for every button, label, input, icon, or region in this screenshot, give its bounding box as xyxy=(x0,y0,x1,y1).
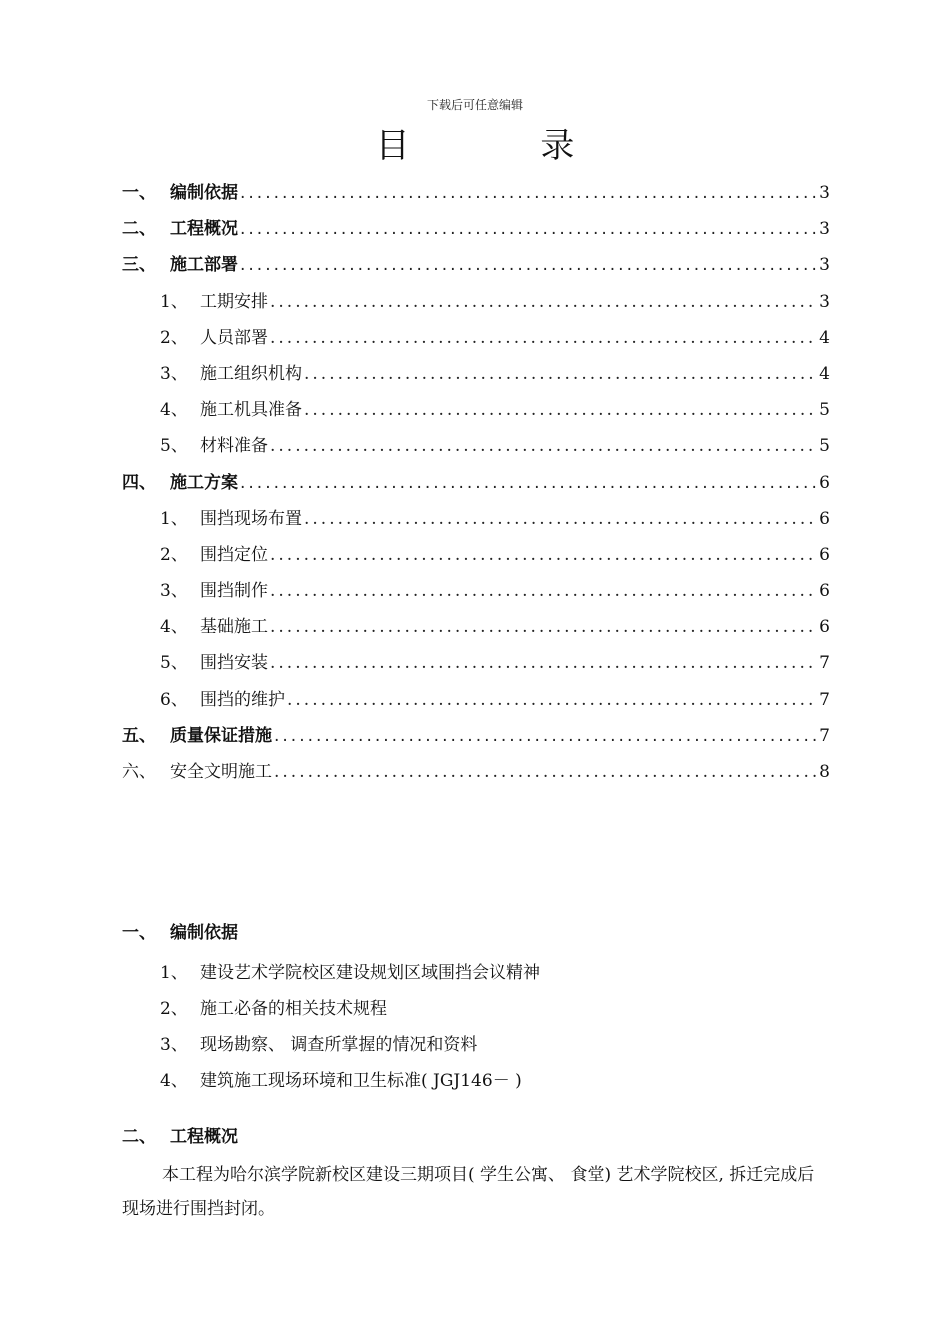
toc-row-label: 工程概况 xyxy=(170,219,238,240)
toc-row-page: 3 xyxy=(819,183,830,203)
toc-row[interactable] xyxy=(122,648,830,684)
toc-leader-dots xyxy=(270,545,817,565)
toc-row[interactable] xyxy=(122,576,830,612)
list-item xyxy=(160,1030,540,1066)
toc-row-label: 施工部署 xyxy=(170,255,238,276)
item-text: 施工必备的相关技术规程 xyxy=(200,999,387,1019)
toc-row-number: 5、 xyxy=(160,653,188,674)
section-title: 编制依据 xyxy=(170,923,238,943)
toc-row-number: 五、 xyxy=(122,725,156,746)
item-text: 现场勘察、 调查所掌握的情况和资料 xyxy=(200,1035,478,1055)
toc-leader-dots xyxy=(304,400,817,420)
item-number: 2、 xyxy=(160,999,188,1019)
table-of-contents xyxy=(122,178,830,793)
item-text: 建筑施工现场环境和卫生标准( JGJ146－ ) xyxy=(200,1071,522,1091)
download-watermark: 下载后可任意编辑 xyxy=(426,98,523,112)
toc-leader-dots xyxy=(240,219,817,239)
toc-title: 目 录 xyxy=(375,126,635,166)
toc-row-label: 质量保证措施 xyxy=(170,725,272,746)
toc-row-label: 基础施工 xyxy=(200,617,268,638)
toc-row-page: 8 xyxy=(819,762,830,782)
toc-row-page: 3 xyxy=(819,219,830,240)
toc-row[interactable] xyxy=(122,540,830,576)
toc-row[interactable] xyxy=(122,359,830,395)
toc-row-page: 3 xyxy=(819,255,830,276)
toc-row-page: 7 xyxy=(819,689,830,710)
toc-leader-dots xyxy=(270,581,817,601)
overview-paragraph: 本工程为哈尔滨学院新校区建设三期项目( 学生公寓、 食堂) 艺术学院校区, 拆迁完成后现场进行围挡封闭。 xyxy=(122,1165,815,1219)
item-text: 建设艺术学院校区建设规划区域围挡会议精神 xyxy=(200,963,540,983)
toc-row-number: 2、 xyxy=(160,544,188,565)
toc-row-number: 6、 xyxy=(160,689,188,710)
toc-row-page: 4 xyxy=(819,363,830,384)
toc-row-number: 1、 xyxy=(160,291,188,312)
toc-leader-dots xyxy=(240,473,817,493)
toc-row-page: 5 xyxy=(819,436,830,457)
toc-row-number: 四、 xyxy=(122,472,156,493)
toc-row-page: 4 xyxy=(819,327,830,348)
toc-row-label: 材料准备 xyxy=(200,436,268,457)
toc-row-number: 3、 xyxy=(160,581,188,602)
toc-row-label: 围挡制作 xyxy=(200,581,268,602)
toc-row[interactable] xyxy=(122,178,830,214)
item-number: 1、 xyxy=(160,963,188,983)
toc-row-number: 三、 xyxy=(122,255,156,276)
basis-list xyxy=(160,958,540,1102)
toc-row-number: 2、 xyxy=(160,327,188,348)
toc-row[interactable] xyxy=(122,287,830,323)
toc-row-label: 施工组织机构 xyxy=(200,363,302,384)
toc-leader-dots xyxy=(270,328,817,348)
toc-row[interactable] xyxy=(122,395,830,431)
toc-row-label: 人员部署 xyxy=(200,327,268,348)
toc-leader-dots xyxy=(274,762,817,782)
toc-row-page: 7 xyxy=(819,653,830,674)
toc-row-page: 5 xyxy=(819,400,830,421)
list-item xyxy=(160,1066,540,1102)
toc-row[interactable] xyxy=(122,504,830,540)
toc-row[interactable] xyxy=(122,468,830,504)
toc-leader-dots xyxy=(270,292,817,312)
item-number: 3、 xyxy=(160,1035,188,1055)
toc-row[interactable] xyxy=(122,431,830,467)
toc-row-page: 7 xyxy=(819,725,830,746)
toc-row[interactable] xyxy=(122,214,830,250)
toc-row[interactable] xyxy=(122,721,830,757)
toc-row-page: 6 xyxy=(819,617,830,638)
toc-row-number: 六、 xyxy=(122,762,156,782)
toc-leader-dots xyxy=(240,183,817,203)
toc-row-label: 围挡的维护 xyxy=(200,689,285,710)
toc-row-number: 5、 xyxy=(160,436,188,457)
list-item xyxy=(160,994,540,1030)
toc-row-number: 二、 xyxy=(122,219,156,240)
toc-row[interactable] xyxy=(122,323,830,359)
toc-row-number: 1、 xyxy=(160,508,188,529)
section-heading-overview xyxy=(122,1122,238,1147)
toc-row-number: 4、 xyxy=(160,400,188,421)
toc-leader-dots xyxy=(270,617,817,637)
toc-row-page: 6 xyxy=(819,472,830,493)
toc-row-page: 6 xyxy=(819,581,830,602)
toc-row-page: 6 xyxy=(819,544,830,565)
toc-leader-dots xyxy=(270,436,817,456)
toc-row-label: 围挡现场布置 xyxy=(200,508,302,529)
section-title: 工程概况 xyxy=(170,1127,238,1147)
toc-row-page: 6 xyxy=(819,508,830,529)
toc-row-label: 安全文明施工 xyxy=(170,762,272,782)
toc-row-label: 编制依据 xyxy=(170,183,238,203)
section-number: 二、 xyxy=(122,1127,156,1147)
toc-row-label: 围挡定位 xyxy=(200,544,268,565)
toc-row-label: 施工机具准备 xyxy=(200,400,302,421)
toc-leader-dots xyxy=(270,653,817,673)
toc-row[interactable] xyxy=(122,757,830,793)
toc-row-page: 3 xyxy=(819,291,830,312)
toc-row-number: 3、 xyxy=(160,363,188,384)
list-item xyxy=(160,958,540,994)
toc-leader-dots xyxy=(240,255,817,275)
toc-row[interactable] xyxy=(122,685,830,721)
toc-row[interactable] xyxy=(122,250,830,286)
toc-row-number: 4、 xyxy=(160,617,188,638)
toc-leader-dots xyxy=(304,509,817,529)
toc-row-label: 围挡安装 xyxy=(200,653,268,674)
section-heading-basis xyxy=(122,918,238,943)
toc-row[interactable] xyxy=(122,612,830,648)
toc-leader-dots xyxy=(304,364,817,384)
toc-row-label: 工期安排 xyxy=(200,291,268,312)
toc-row-label: 施工方案 xyxy=(170,472,238,493)
item-number: 4、 xyxy=(160,1071,188,1091)
toc-row-number: 一、 xyxy=(122,183,156,203)
toc-leader-dots xyxy=(274,726,817,746)
toc-leader-dots xyxy=(287,690,817,710)
section-number: 一、 xyxy=(122,923,156,943)
